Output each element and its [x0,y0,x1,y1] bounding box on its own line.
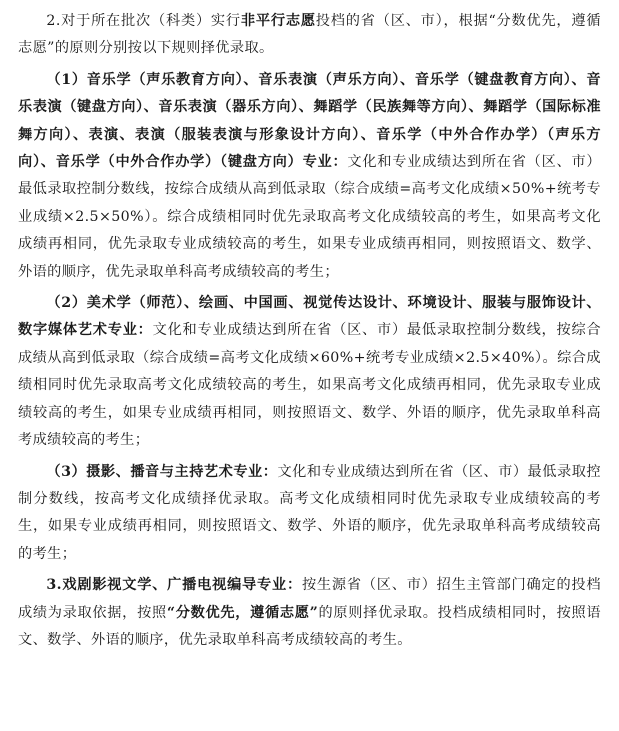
p5-heading: 3.戏剧影视文学、广播电视编导专业： [46,577,302,594]
paragraph-fine-arts-rule [18,290,601,454]
p1-rest: 投档的省（区、市），根据“分数优先，遵循志愿”的原则分别按以下规则择优录取。 [18,13,601,57]
p5-bold-quote: “分数优先，遵循志愿” [166,604,319,621]
paragraph-photography-rule [18,459,601,569]
p1-lead-bold: 非平行志愿 [240,13,316,29]
p4-heading: （3）摄影、播音与主持艺术专业： [46,463,278,480]
p5-body-1: 按生源省（区、市）招生主管部门确定的投档成绩为录取依据，按照 [18,577,601,621]
paragraph-drama-rule [18,572,601,654]
p5-body-2: 的原则择优录取。投档成绩相同时，按照语文、数学、外语的顺序，优先录取单科高考成绩较高的考生。 [18,604,601,648]
paragraph-music-dance-rule [18,67,601,286]
paragraph-non-parallel-rule [18,8,601,63]
p1-lead: 2.对于所在批次（科类）实行 [46,13,241,29]
p4-body: 文化和专业成绩达到所在省（区、市）最低录取控制分数线，按高考文化成绩择优录取。高考文化成绩相同时优先录取专业成绩较高的考生，如果专业成绩再相同，则按照语文、数学、外语的顺序，优先录取单科高考成绩较高的考生； [18,463,601,562]
p3-heading: （2）美术学（师范）、绘画、中国画、视觉传达设计、环境设计、服装与服饰设计、数字媒体艺术专业： [18,295,601,339]
p3-body: 文化和专业成绩达到所在省（区、市）最低录取控制分数线，按综合成绩从高到低录取（综合成绩=高考文化成绩×60%+统考专业成绩×2.5×40%）。综合成绩相同时优先录取高考文化成绩较高的考生，如果高考文化成绩再相同，优先录取专业成绩较高的考生，如果专业成绩再相同，则按照语文、数学、外语的顺序，优先录取单科高考成绩较高的考生； [18,322,601,449]
p2-body: 文化和专业成绩达到所在省（区、市）最低录取控制分数线，按综合成绩从高到低录取（综合成绩=高考文化成绩×50%+统考专业成绩×2.5×50%）。综合成绩相同时优先录取高考文化成绩较高的考生，如果高考文化成绩再相同，优先录取专业成绩较高的考生，如果专业成绩再相同，则按照语文、数学、外语的顺序，优先录取单科高考成绩较高的考生； [18,154,601,280]
p2-heading: （1）音乐学（声乐教育方向）、音乐表演（声乐方向）、音乐学（键盘教育方向）、音乐表演（键盘方向）、音乐表演（器乐方向）、舞蹈学（民族舞等方向）、舞蹈学（国际标准舞方向）、表演、表演（服装表演与形象设计方向）、音乐学（中外合作办学）（声乐方向）、音乐学（中外合作办学）（键盘方向）专业： [18,71,601,171]
